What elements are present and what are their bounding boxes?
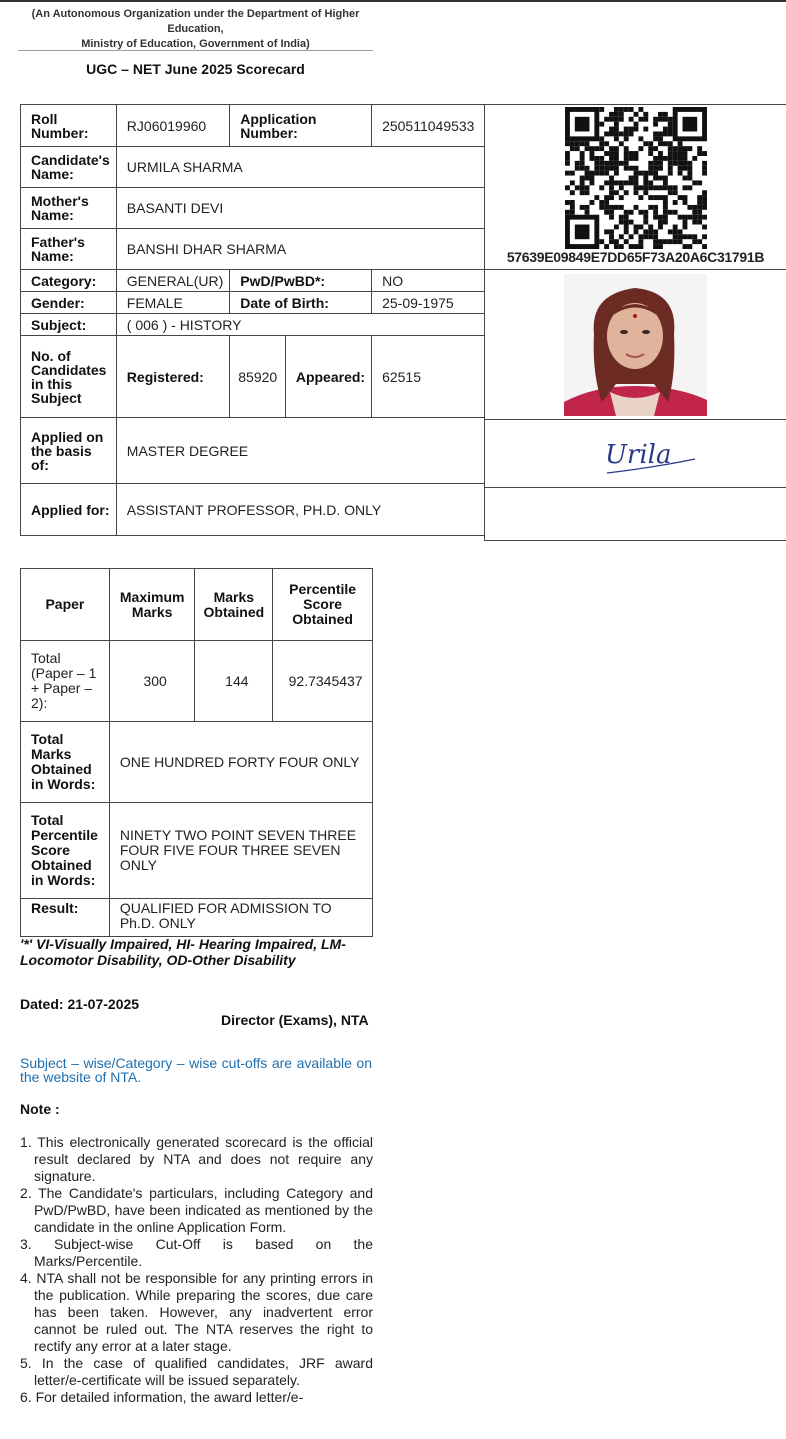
total-percentile: 92.7345437 <box>273 641 373 722</box>
note-item: 2. The Candidate's particulars, including Category and PwD/PwBD, have been indicated as mentioned by the candidate in the online Application Form. <box>20 1185 373 1235</box>
scorecard-title: UGC – NET June 2025 Scorecard <box>86 61 305 77</box>
director-text: Director (Exams), NTA <box>221 1012 369 1028</box>
col-paper: Paper <box>21 569 110 641</box>
note-item: 1. This electronically generated scorecard is the official result declared by NTA and does not require any signature. <box>20 1134 373 1184</box>
father-name-value: BANSHI DHAR SHARMA <box>116 229 484 270</box>
candidate-name-value: URMILA SHARMA <box>116 147 484 188</box>
qr-code-text: 57639E09849E7DD65F73A20A6C31791B <box>506 249 765 265</box>
signature-text: Urila <box>605 439 672 470</box>
result-label: Result: <box>21 899 110 937</box>
percentile-words-value: NINETY TWO POINT SEVEN THREE FOUR FIVE FOUR THREE SEVEN ONLY <box>109 803 372 899</box>
note-heading: Note : <box>20 1101 60 1117</box>
appeared-label: Appeared: <box>285 336 371 418</box>
col-percentile: Percentile Score Obtained <box>273 569 373 641</box>
note-item: 5. In the case of qualified candidates, JRF award letter/e-certificate will be issued separately. <box>20 1355 373 1388</box>
appeared-value: 62515 <box>372 336 485 418</box>
result-value: QUALIFIED FOR ADMISSION TO Ph.D. ONLY <box>109 899 372 937</box>
no-of-candidates-label: No. of Candidates in this Subject <box>21 336 117 418</box>
header-divider <box>18 50 373 51</box>
applied-for-label: Applied for: <box>21 484 117 536</box>
category-label: Category: <box>21 270 117 292</box>
org-line-2: Ministry of Education, Government of India) <box>81 38 310 50</box>
cutoff-note: Subject – wise/Category – wise cut-offs are available on the website of NTA. <box>20 1055 372 1085</box>
total-label: Total (Paper – 1 + Paper – 2): <box>21 641 110 722</box>
mother-name-value: BASANTI DEVI <box>116 188 484 229</box>
applied-basis-value: MASTER DEGREE <box>116 418 484 484</box>
note-item: 4. NTA shall not be responsible for any printing errors in the publication. While preparing the scores, due care has been taken. However, any inadvertent error cannot be ruled out. The NTA reserves the right to rectify any error at a later stage. <box>20 1270 373 1354</box>
applied-basis-label: Applied on the basis of: <box>21 418 117 484</box>
registered-label: Registered: <box>116 336 229 418</box>
dob-value: 25-09-1975 <box>372 292 485 314</box>
candidate-info-table <box>20 104 485 536</box>
candidate-name-label: Candidate's Name: <box>21 147 117 188</box>
registered-value: 85920 <box>230 336 286 418</box>
category-value: GENERAL(UR) <box>116 270 229 292</box>
note-item: 3. Subject-wise Cut-Off is based on the Marks/Percentile. <box>20 1236 373 1269</box>
col-max-marks: Maximum Marks <box>109 569 195 641</box>
col-marks-obtained: Marks Obtained <box>195 569 273 641</box>
gender-label: Gender: <box>21 292 117 314</box>
marks-words-label: Total Marks Obtained in Words: <box>21 722 110 803</box>
subject-value: ( 006 ) - HISTORY <box>116 314 484 336</box>
roll-number-value: RJ06019960 <box>116 105 229 147</box>
marks-words-value: ONE HUNDRED FORTY FOUR ONLY <box>109 722 372 803</box>
signature-cell <box>485 420 786 488</box>
subject-label: Subject: <box>21 314 117 336</box>
marks-table <box>20 568 373 937</box>
application-number-value: 250511049533 <box>372 105 485 147</box>
gender-value: FEMALE <box>116 292 229 314</box>
org-line-1: (An Autonomous Organization under the Department of Higher Education, <box>31 8 360 35</box>
pwd-label: PwD/PwBD*: <box>230 270 372 292</box>
total-max-marks: 300 <box>109 641 195 722</box>
notes-list <box>20 1134 373 1406</box>
qr-cell <box>485 105 786 270</box>
roll-number-label: Roll Number: <box>21 105 117 147</box>
mother-name-label: Mother's Name: <box>21 188 117 229</box>
dated-text: Dated: 21-07-2025 <box>20 996 140 1012</box>
dob-label: Date of Birth: <box>230 292 372 314</box>
candidate-photo <box>564 274 707 416</box>
note-item: 6. For detailed information, the award letter/e- <box>20 1389 304 1405</box>
disability-footnote: '*' VI-Visually Impaired, HI- Hearing Impaired, LM- Locomotor Disability, OD-Other Disability <box>20 936 346 968</box>
percentile-words-label: Total Percentile Score Obtained in Words: <box>21 803 110 899</box>
photo-column <box>484 104 786 541</box>
top-border <box>0 0 786 2</box>
empty-cell <box>485 488 786 541</box>
qr-code-icon <box>565 107 707 249</box>
signature-image <box>597 429 707 479</box>
application-number-label: Application Number: <box>230 105 372 147</box>
pwd-value: NO <box>372 270 485 292</box>
applied-for-value: ASSISTANT PROFESSOR, PH.D. ONLY <box>116 484 484 536</box>
photo-cell <box>485 270 786 420</box>
total-marks-obtained: 144 <box>195 641 273 722</box>
organization-header <box>18 7 373 52</box>
father-name-label: Father's Name: <box>21 229 117 270</box>
